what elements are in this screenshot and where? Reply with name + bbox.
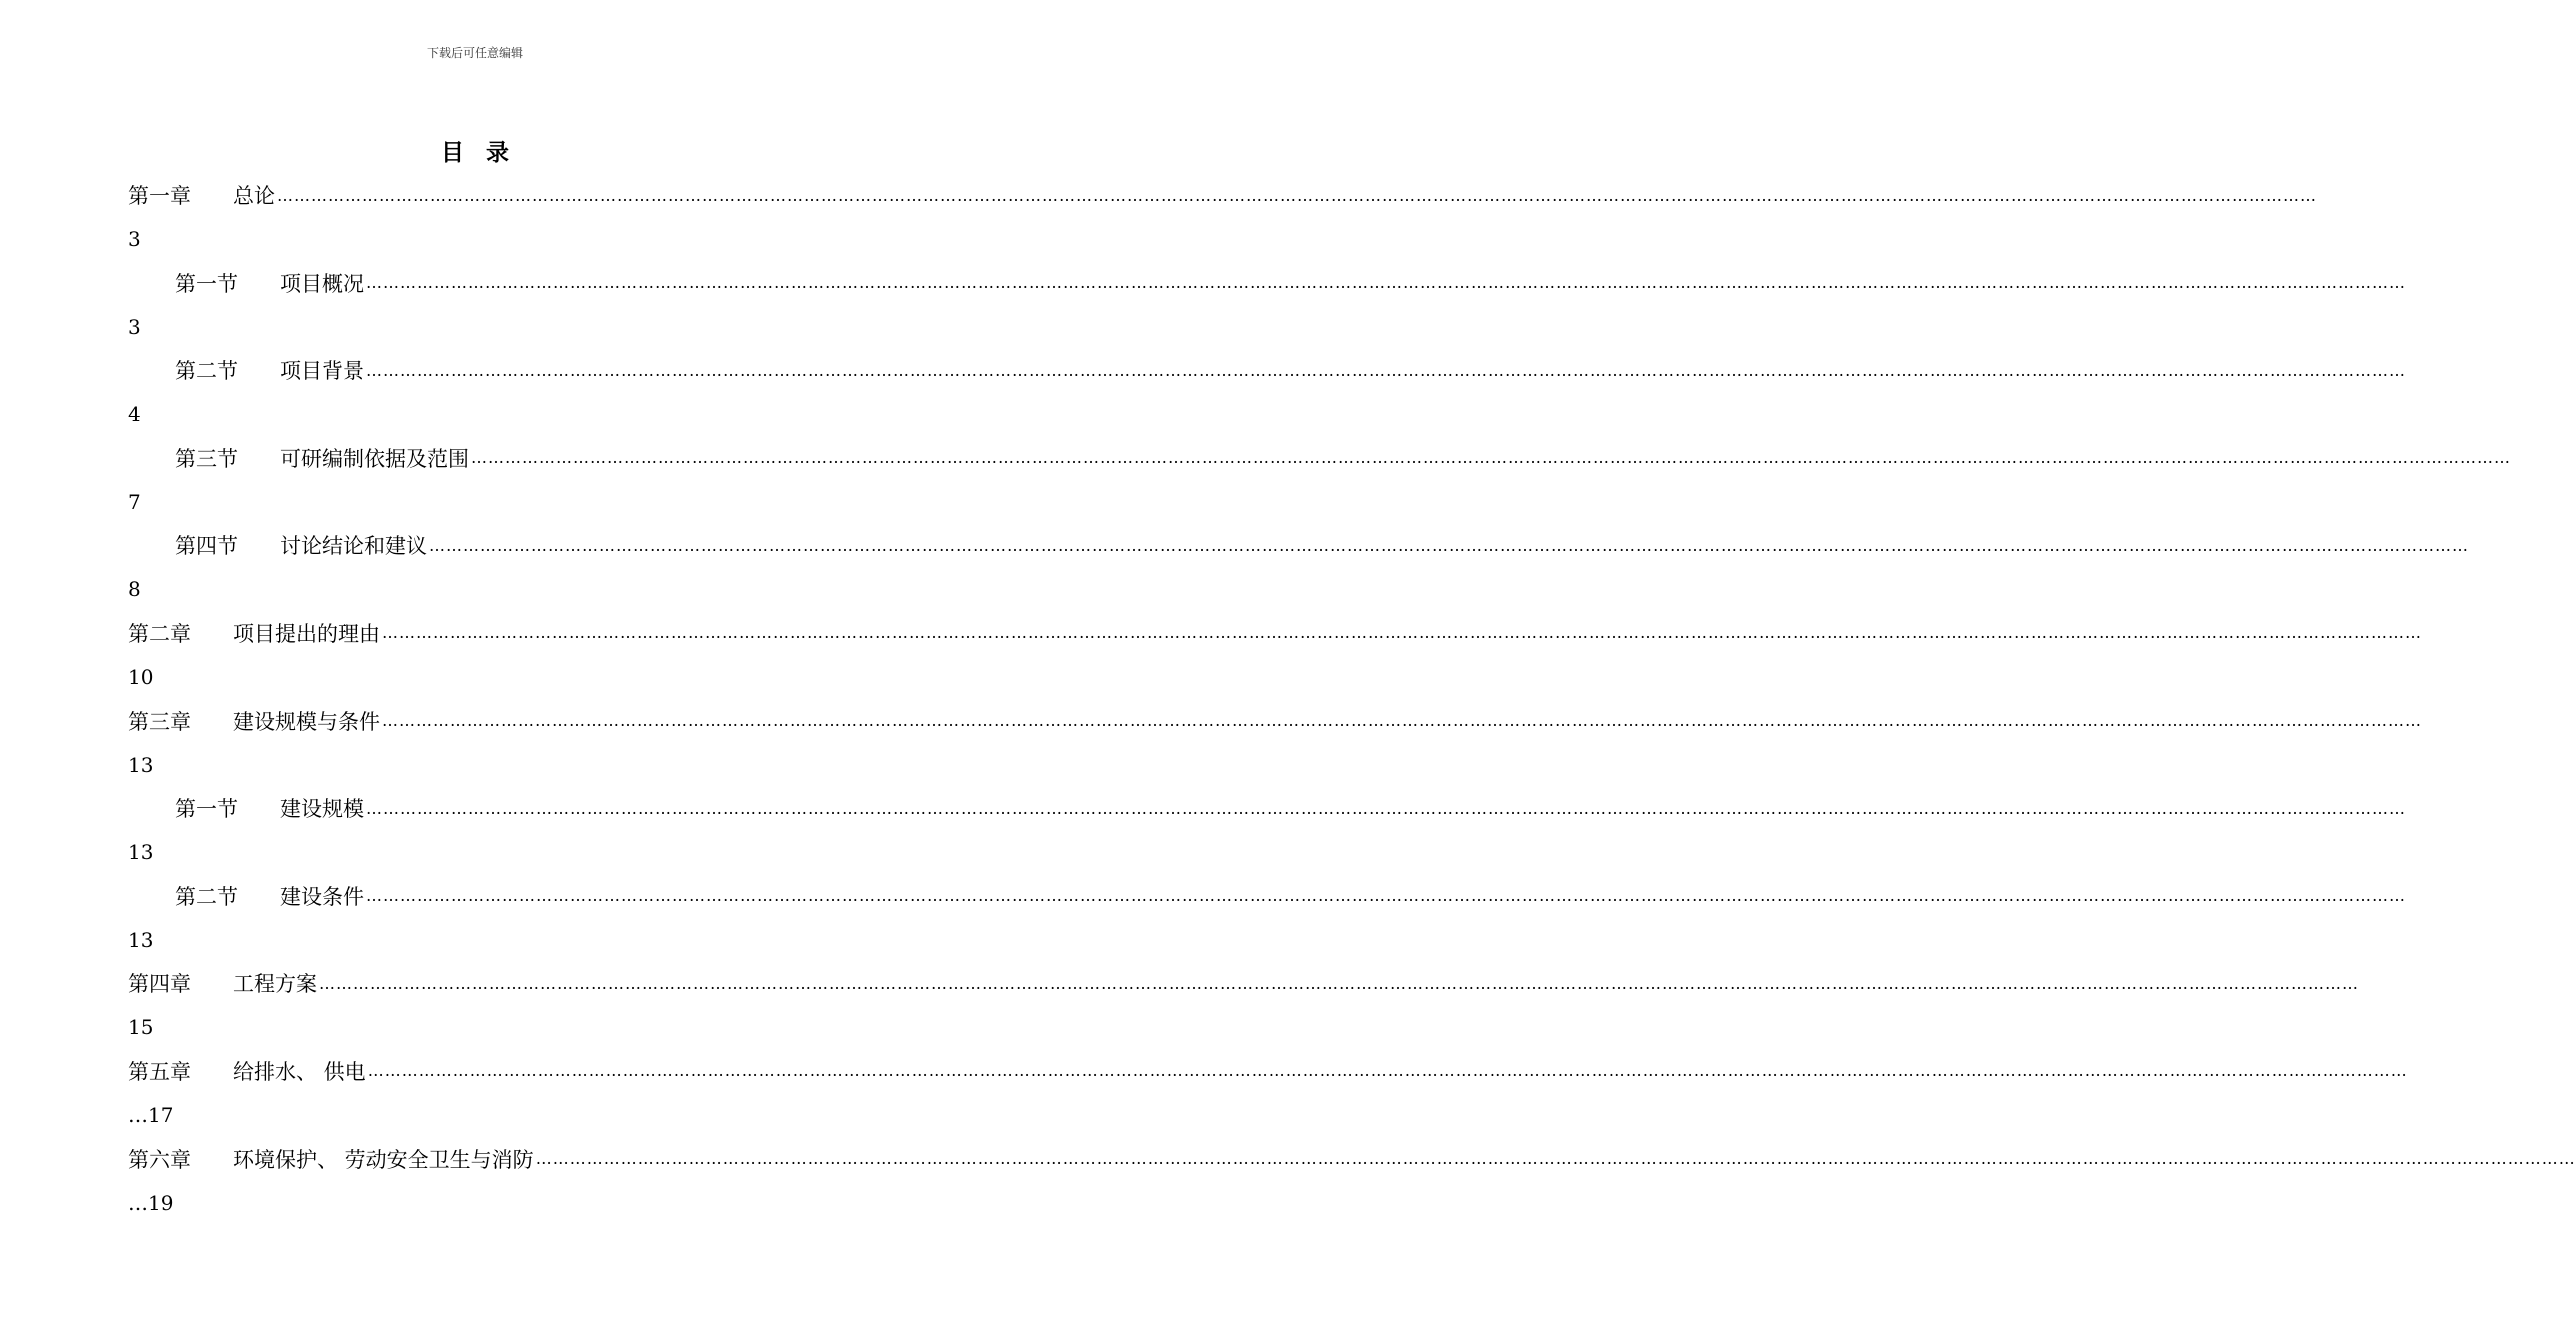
toc-dot-leader: ……………………………………………………………………………………………………………………………………………………………………………………………………………………………………………………………………………………………………………………………… bbox=[366, 360, 2406, 380]
toc-dot-leader: ……………………………………………………………………………………………………………………………………………………………………………………………………………………………………………………………………………………………………………………………… bbox=[382, 623, 2422, 643]
toc-entry-number: 第三节 bbox=[175, 446, 238, 471]
toc-dot-leader: ……………………………………………………………………………………………………………………………………………………………………………………………………………………………………………………………………………………………………………………………… bbox=[535, 1149, 2576, 1169]
toc-section-entry[interactable] bbox=[128, 262, 2406, 350]
toc-dot-leader: ……………………………………………………………………………………………………………………………………………………………………………………………………………………………………………………………………………………………………………………………… bbox=[429, 535, 2469, 555]
toc-entry-page-number: 3 bbox=[128, 227, 141, 251]
toc-dot-leader: ……………………………………………………………………………………………………………………………………………………………………………………………………………………………………………………………………………………………………………………………… bbox=[366, 273, 2406, 293]
toc-entry-page-number: 3 bbox=[128, 314, 141, 339]
toc-entry-page-number: 13 bbox=[128, 840, 154, 865]
toc-chapter-entry[interactable] bbox=[128, 174, 2317, 262]
toc-entry-title: 项目背景 bbox=[280, 359, 364, 384]
toc-entry-page-number: 15 bbox=[128, 1015, 154, 1040]
toc-chapter-entry[interactable] bbox=[128, 612, 2422, 700]
toc-entry-title: 总论 bbox=[233, 184, 275, 208]
toc-entry-title: 讨论结论和建议 bbox=[280, 534, 427, 559]
toc-entry-line bbox=[128, 700, 2422, 742]
toc-entry-title: 项目提出的理由 bbox=[233, 621, 380, 646]
toc-entry-line bbox=[175, 262, 2406, 304]
toc-entry-number: 第二节 bbox=[175, 359, 238, 384]
toc-entry-title: 建设规模与条件 bbox=[233, 709, 380, 734]
toc-entry-line bbox=[128, 612, 2422, 654]
toc-chapter-entry[interactable] bbox=[128, 700, 2422, 788]
toc-section-entry[interactable] bbox=[128, 349, 2406, 437]
toc-entry-number: 第三章 bbox=[128, 709, 191, 734]
toc-entry-line bbox=[128, 174, 2317, 216]
toc-entry-title: 建设规模 bbox=[280, 797, 364, 822]
toc-dot-leader: ……………………………………………………………………………………………………………………………………………………………………………………………………………………………………………………………………………………………………………………………… bbox=[319, 973, 2359, 993]
toc-entry-title: 可研编制依据及范围 bbox=[280, 446, 469, 471]
toc-entry-line bbox=[175, 524, 2469, 566]
toc-entry-number: 第六章 bbox=[128, 1147, 191, 1172]
toc-entry-page-number: 13 bbox=[128, 752, 154, 777]
toc-entry-title: 建设条件 bbox=[280, 884, 364, 909]
toc-entry-page-number: …19 bbox=[128, 1190, 174, 1215]
toc-entry-line bbox=[175, 349, 2406, 391]
toc-entry-number: 第二章 bbox=[128, 621, 191, 646]
toc-entry-line bbox=[175, 875, 2406, 917]
toc-entry-line bbox=[128, 1050, 2408, 1092]
page-header-note: 下载后可任意编辑 bbox=[426, 46, 523, 60]
toc-entry-number: 第一节 bbox=[175, 271, 238, 296]
toc-entry-page-number: 13 bbox=[128, 927, 154, 952]
toc-section-entry[interactable] bbox=[128, 437, 2511, 525]
toc-section-entry[interactable] bbox=[128, 875, 2406, 963]
toc-entry-number: 第二节 bbox=[175, 884, 238, 909]
toc-chapter-entry[interactable] bbox=[128, 962, 2359, 1050]
toc-entry-number: 第四章 bbox=[128, 972, 191, 997]
toc-entry-number: 第四节 bbox=[175, 534, 238, 559]
toc-entry-number: 第一章 bbox=[128, 184, 191, 208]
toc-chapter-entry[interactable] bbox=[128, 1138, 2576, 1226]
toc-entry-page-number: 8 bbox=[128, 577, 141, 602]
toc-section-entry[interactable] bbox=[128, 787, 2406, 875]
toc-entry-page-number: 7 bbox=[128, 489, 141, 514]
toc-title: 目录 bbox=[441, 139, 531, 166]
toc-entry-page-number: 4 bbox=[128, 402, 141, 427]
toc-entry-page-number: 10 bbox=[128, 664, 154, 689]
toc-entry-number: 第一节 bbox=[175, 797, 238, 822]
toc-entry-title: 环境保护、 劳动安全卫生与消防 bbox=[233, 1147, 534, 1172]
toc-dot-leader: ……………………………………………………………………………………………………………………………………………………………………………………………………………………………………………………………………………………………………………………………… bbox=[382, 711, 2422, 731]
toc-dot-leader: ……………………………………………………………………………………………………………………………………………………………………………………………………………………………………………………………………………………………………………………………… bbox=[471, 448, 2511, 468]
toc-dot-leader: ……………………………………………………………………………………………………………………………………………………………………………………………………………………………………………………………………………………………………………………………… bbox=[367, 1061, 2408, 1081]
toc-section-entry[interactable] bbox=[128, 524, 2469, 612]
toc-entry-title: 给排水、 供电 bbox=[233, 1059, 366, 1084]
toc-chapter-entry[interactable] bbox=[128, 1050, 2408, 1138]
toc-entry-title: 工程方案 bbox=[233, 972, 317, 997]
toc-entry-number: 第五章 bbox=[128, 1059, 191, 1084]
toc-dot-leader: ……………………………………………………………………………………………………………………………………………………………………………………………………………………………………………………………………………………………………………………………… bbox=[277, 185, 2317, 205]
toc-dot-leader: ……………………………………………………………………………………………………………………………………………………………………………………………………………………………………………………………………………………………………………………………… bbox=[366, 798, 2406, 818]
toc-entry-title: 项目概况 bbox=[280, 271, 364, 296]
toc-entry-line bbox=[128, 1138, 2576, 1180]
toc-entry-line bbox=[128, 962, 2359, 1004]
toc-entry-page-number: …17 bbox=[128, 1102, 174, 1127]
toc-dot-leader: ……………………………………………………………………………………………………………………………………………………………………………………………………………………………………………………………………………………………………………………………… bbox=[366, 886, 2406, 906]
toc-entry-line bbox=[175, 437, 2511, 479]
toc-entry-line bbox=[175, 787, 2406, 829]
table-of-contents bbox=[128, 174, 2576, 1225]
